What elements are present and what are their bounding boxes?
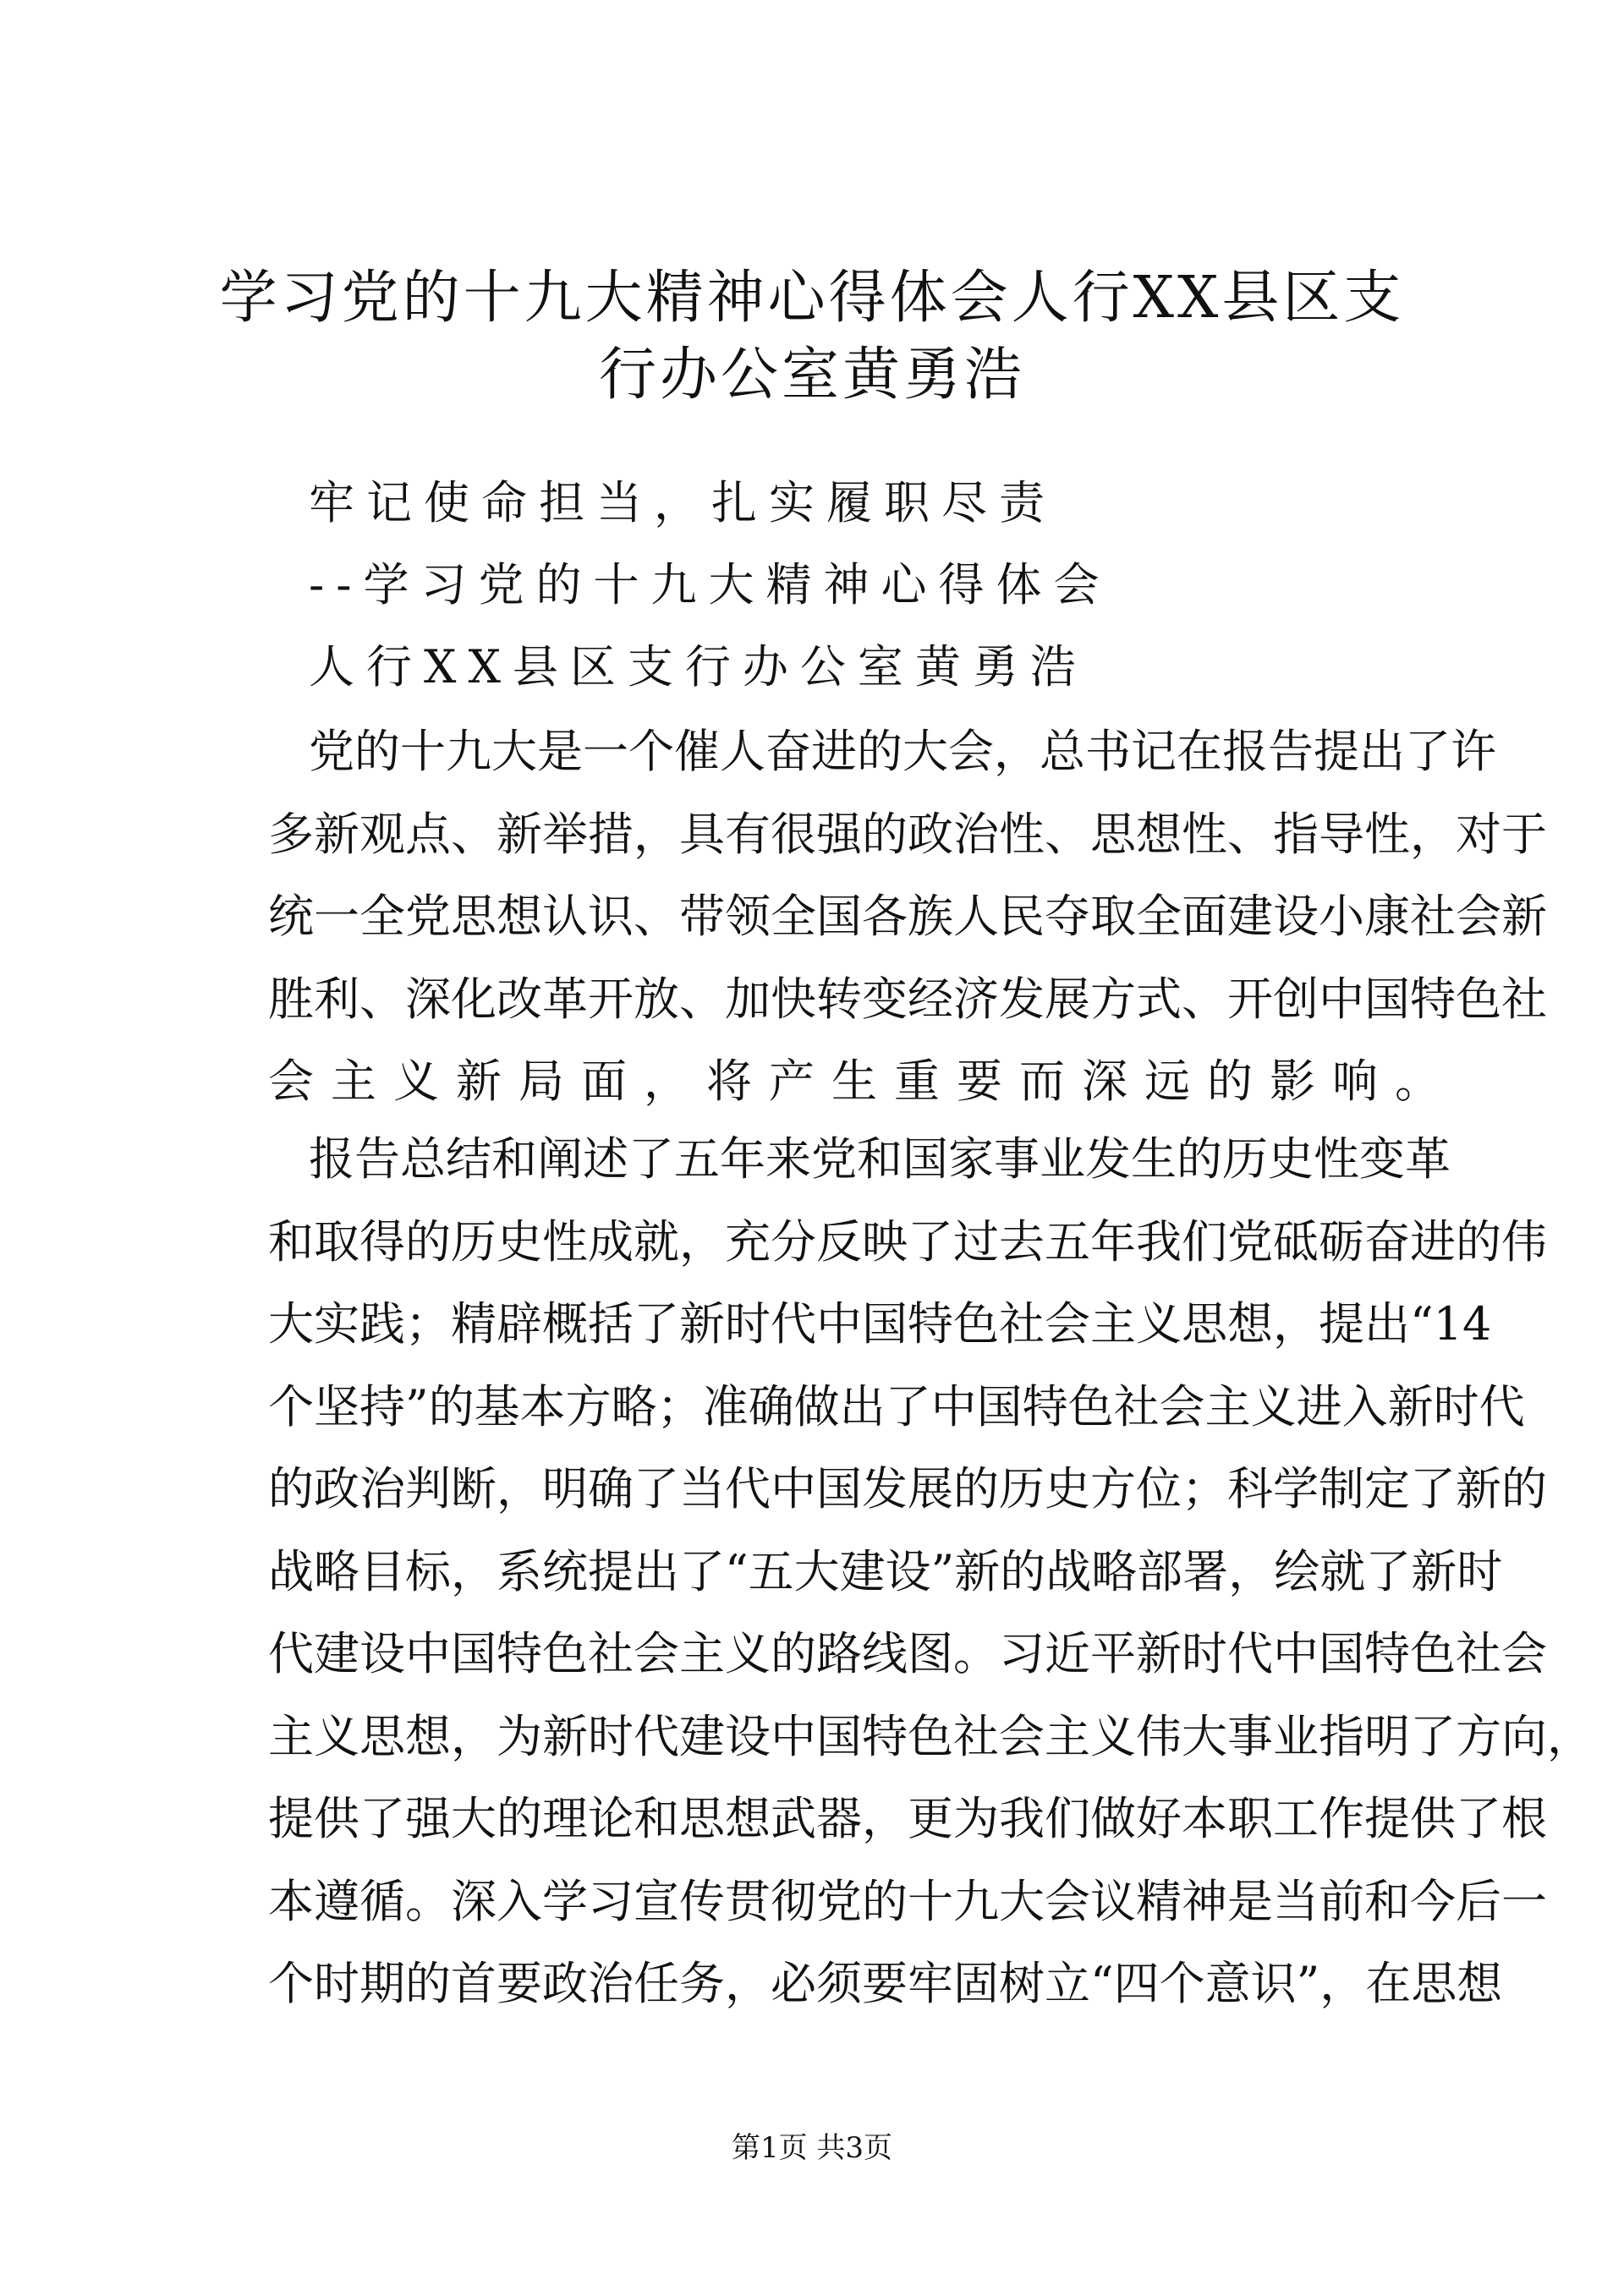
subtitle-topic: --学习党的十九大精神心得体会 (309, 558, 1111, 611)
text-line: 本遵循。深入学习宣传贯彻党的十九大会议精神是当前和今后一 (268, 1874, 1547, 1928)
text-line: 胜利、深化改革开放、加快转变经济发展方式、开创中国特色社 (268, 972, 1547, 1026)
text-line: 和取得的历史性成就，充分反映了过去五年我们党砥砺奋进的伟 (268, 1214, 1547, 1269)
text-line: 统一全党思想认识、带领全国各族人民夺取全面建设小康社会新 (268, 890, 1547, 943)
text-line: 会主义新局面，将产生重要而深远的影响。 (268, 1055, 1457, 1108)
text-line: 个时期的首要政治任务，必须要牢固树立“四个意识”，在思想 (268, 1957, 1503, 2010)
text-line: 党的十九大是一个催人奋进的大会，总书记在报告提出了许 (309, 725, 1496, 778)
text-line: 的政治判断，明确了当代中国发展的历史方位；科学制定了新的 (268, 1462, 1547, 1515)
text-line: 代建设中国特色社会主义的路线图。习近平新时代中国特色社会 (268, 1627, 1547, 1680)
document-title-line-2: 行办公室黄勇浩 (598, 342, 1025, 408)
document-title-line-1: 学习党的十九大精神心得体会人行XX县区支 (219, 265, 1405, 332)
text-line: 报告总结和阐述了五年来党和国家事业发生的历史性变革 (309, 1132, 1451, 1186)
subtitle-motto: 牢记使命担当，扎实履职尽责 (309, 476, 1056, 529)
text-line: 主义思想，为新时代建设中国特色社会主义伟大事业指明了方向， (268, 1709, 1593, 1763)
text-line: 大实践；精辟概括了新时代中国特色社会主义思想，提出“14 (268, 1297, 1492, 1351)
subtitle-author: 人行XX县区支行办公室黄勇浩 (309, 640, 1088, 693)
text-line: 多新观点、新举措，具有很强的政治性、思想性、指导性，对于 (268, 807, 1547, 861)
text-line: 战略目标，系统提出了“五大建设”新的战略部署，绘就了新时 (268, 1544, 1503, 1598)
text-line: 个坚持”的基本方略；准确做出了中国特色社会主义进入新时代 (268, 1379, 1525, 1433)
text-line: 提供了强大的理论和思想武器，更为我们做好本职工作提供了根 (268, 1792, 1547, 1845)
page-number: 第1页 共3页 (731, 2131, 893, 2165)
